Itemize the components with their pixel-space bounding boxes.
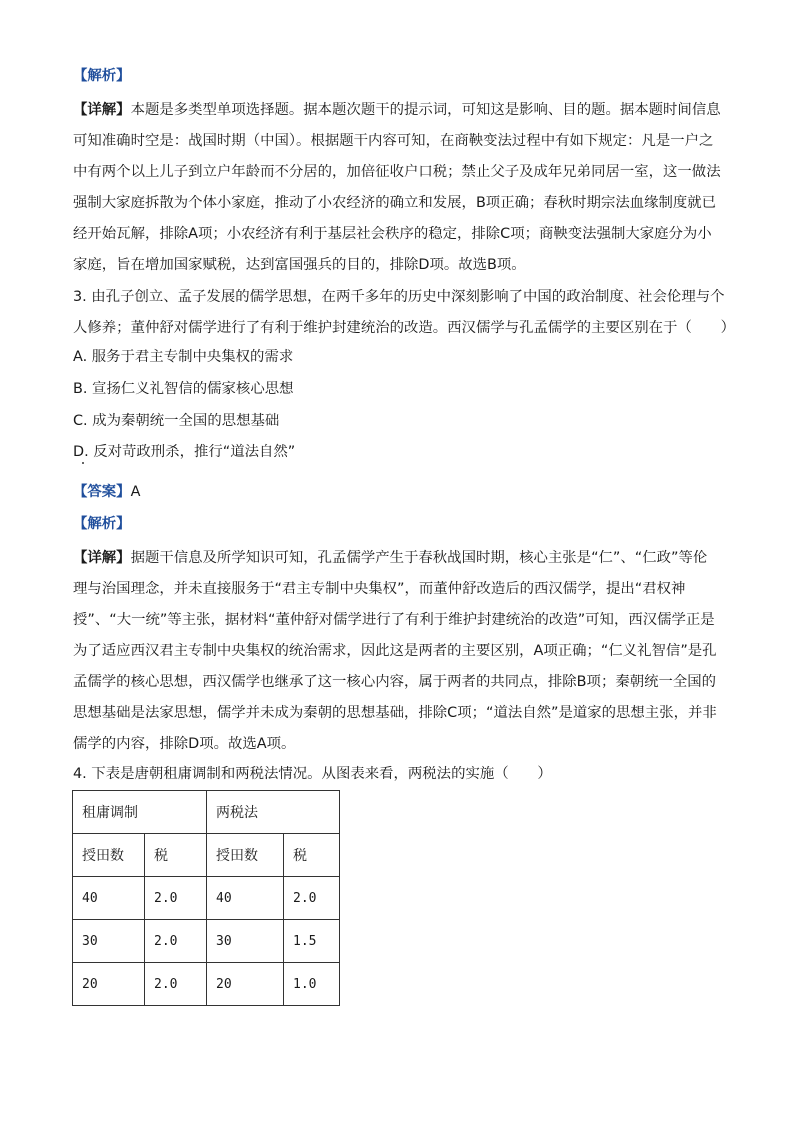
table-cell: 30 <box>207 920 284 963</box>
analysis-detail-paragraph <box>73 95 721 281</box>
answer-line <box>73 482 140 502</box>
analysis-label-3: 【解析】 <box>73 516 131 532</box>
question-3-stem: 3. 由孔子创立、孟子发展的儒学思想，在两千多年的历史中深刻影响了中国的政治制度、社会伦理与个人修养；董仲舒对儒学进行了有利于维护封建统治的改造。西汉儒学与孔孟儒学的主要区别在于（ ） <box>73 289 735 336</box>
table-header-row <box>73 791 340 834</box>
table-cell: 2.0 <box>284 877 340 920</box>
header-zuyongdiao: 租庸调制 <box>73 791 207 834</box>
subheader-tax-2: 税 <box>284 834 340 877</box>
table-cell: 2.0 <box>145 920 207 963</box>
detail-text: 本题是多类型单项选择题。据本题次题干的提示词，可知这是影响、目的题。据本题时间信息可知准确时空是：战国时期（中国）。根据题干内容可知，在商鞅变法过程中有如下规定：凡是一户之中有两个以上儿子到立户年龄而不分居的，加倍征收户口税；禁止父子及成年兄弟同居一室，这一做法强制大家庭拆散为个体小家庭，推动了小农经济的确立和发展，B项正确；春秋时期宗法血缘制度就已经开始瓦解，排除A项；小农经济有利于基层社会秩序的稳定，排除C项；商鞅变法强制大家庭分为小家庭，旨在增加国家赋税，达到富国强兵的目的，排除D项。故选B项。 <box>73 102 721 273</box>
answer-value: A <box>130 484 141 500</box>
answer-tag: 【答案】 <box>73 484 131 500</box>
table-cell: 20 <box>207 963 284 1006</box>
detail-text-3: 据题干信息及所学知识可知，孔孟儒学产生于春秋战国时期，核心主张是“仁”、“仁政”等伦理与治国理念，并未直接服务于“君主专制中央集权”，而董仲舒改造后的西汉儒学，提出“君权神授”、“大一统”等主张，据材料“董仲舒对儒学进行了有利于维护封建统治的改造”可知，西汉儒学正是为了适应西汉君主专制中央集权的统治需求，因此这是两者的主要区别，A项正确；“仁义礼智信”是孔孟儒学的核心思想，西汉儒学也继承了这一核心内容，属于两者的共同点，排除B项；秦朝统一全国的思想基础是法家思想，儒学并未成为秦朝的思想基础，排除C项；“道法自然”是道家的思想主张，并非儒学的内容，排除D项。故选A项。 <box>73 550 717 752</box>
subheader-land-2: 授田数 <box>207 834 284 877</box>
table-row <box>73 963 340 1006</box>
question-4-stem: 4. 下表是唐朝租庸调制和两税法情况。从图表来看，两税法的实施（ ） <box>73 766 552 782</box>
table-cell: 2.0 <box>145 877 207 920</box>
table-row <box>73 877 340 920</box>
question-3-detail-paragraph <box>73 543 721 760</box>
question-3-option-d: D. 反对苛政刑杀，推行“道法自然” <box>73 444 296 460</box>
subheader-land-1: 授田数 <box>73 834 145 877</box>
table-cell: 40 <box>207 877 284 920</box>
subheader-tax-1: 税 <box>145 834 207 877</box>
tax-comparison-table <box>72 790 340 1006</box>
table-row <box>73 920 340 963</box>
question-3-option-b: B. 宣扬仁义礼智信的儒家核心思想 <box>73 381 294 397</box>
detail-tag: 【详解】 <box>73 102 131 118</box>
question-3-option-a: A. 服务于君主专制中央集权的需求 <box>73 349 294 365</box>
stray-dot <box>82 462 84 464</box>
table-cell: 1.0 <box>284 963 340 1006</box>
table-cell: 2.0 <box>145 963 207 1006</box>
header-liangshuifa: 两税法 <box>207 791 340 834</box>
analysis-label: 【解析】 <box>73 68 131 84</box>
table-cell: 40 <box>73 877 145 920</box>
detail-tag-3: 【详解】 <box>73 550 131 566</box>
table-cell: 1.5 <box>284 920 340 963</box>
question-3-option-c: C. 成为秦朝统一全国的思想基础 <box>73 413 280 429</box>
table-cell: 30 <box>73 920 145 963</box>
table-cell: 20 <box>73 963 145 1006</box>
table-subheader-row <box>73 834 340 877</box>
